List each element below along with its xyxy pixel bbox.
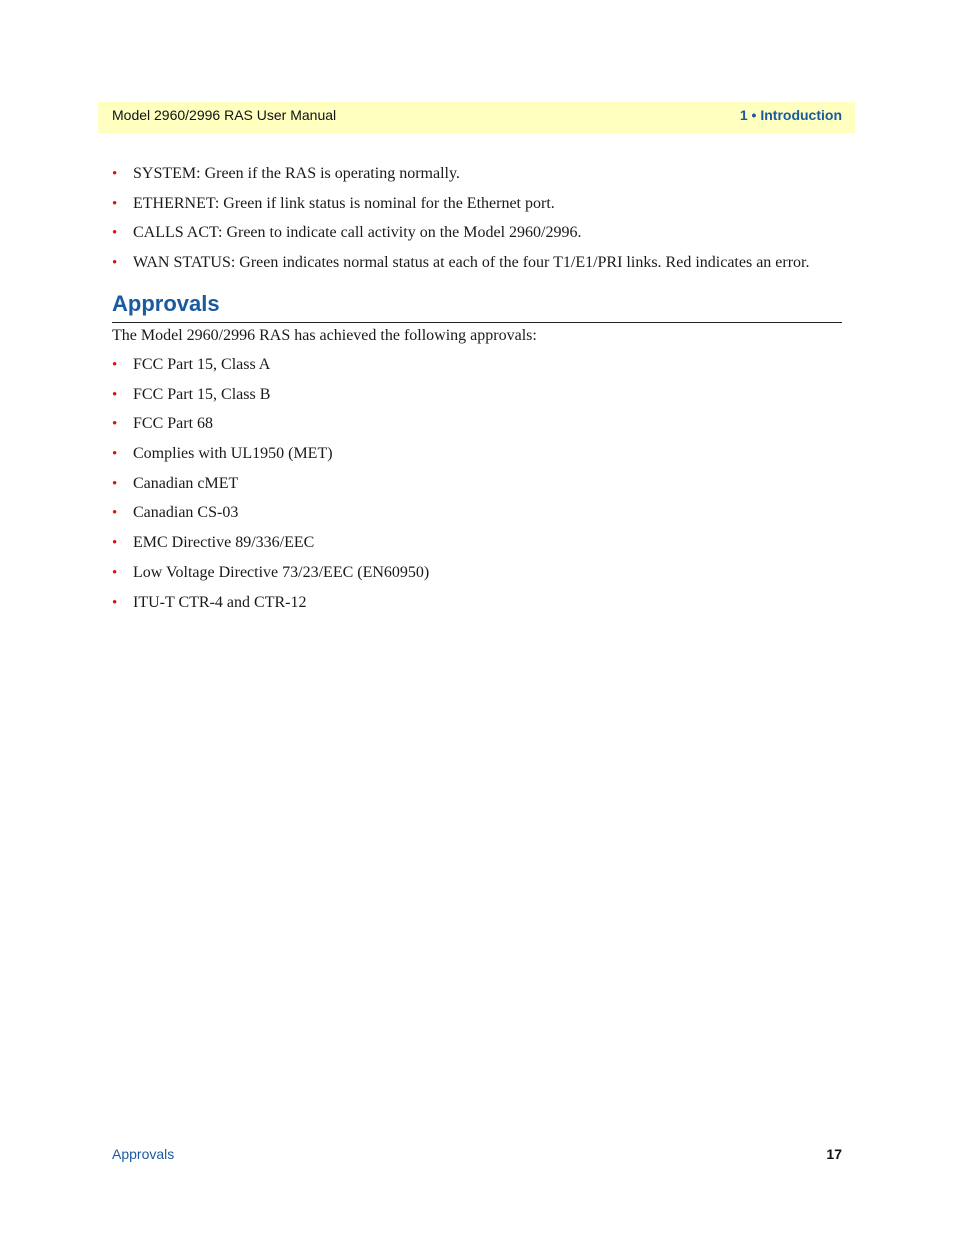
bullet-icon: • bbox=[112, 564, 118, 581]
list-item bbox=[112, 194, 852, 224]
list-item bbox=[112, 533, 852, 563]
list-item bbox=[112, 474, 852, 504]
bullet-icon: • bbox=[112, 446, 118, 463]
list-item-text: ETHERNET: Green if link status is nominal for the Ethernet port. bbox=[133, 194, 555, 212]
list-item bbox=[112, 164, 852, 194]
bullet-icon: • bbox=[112, 386, 118, 403]
list-item-text: Canadian cMET bbox=[133, 474, 239, 492]
list-item bbox=[112, 563, 852, 593]
list-item-text: Complies with UL1950 (MET) bbox=[133, 445, 333, 463]
bullet-icon: • bbox=[112, 535, 118, 552]
list-item-text: Canadian CS-03 bbox=[133, 504, 239, 522]
list-item-text: Low Voltage Directive 73/23/EEC (EN60950) bbox=[133, 563, 430, 581]
list-item bbox=[112, 414, 852, 444]
list-item-text: SYSTEM: Green if the RAS is operating normally. bbox=[133, 165, 460, 182]
list-item bbox=[112, 223, 852, 253]
bullet-icon: • bbox=[112, 416, 118, 433]
list-item-text: EMC Directive 89/336/EEC bbox=[133, 534, 315, 552]
status-led-list bbox=[112, 164, 852, 283]
list-item bbox=[112, 355, 852, 385]
list-item-text: ITU-T CTR-4 and CTR-12 bbox=[133, 593, 307, 611]
list-item-text: FCC Part 15, Class A bbox=[133, 356, 271, 373]
bullet-icon: • bbox=[112, 255, 118, 272]
list-item bbox=[112, 444, 852, 474]
footer-section-name: Approvals bbox=[112, 1146, 175, 1162]
list-item-text: FCC Part 68 bbox=[133, 415, 214, 433]
list-item-text: CALLS ACT: Green to indicate call activity on the Model 2960/2996. bbox=[133, 224, 582, 242]
bullet-icon: • bbox=[112, 225, 118, 242]
list-item bbox=[112, 593, 852, 623]
approvals-intro-paragraph: The Model 2960/2996 RAS has achieved the following approvals: bbox=[112, 327, 537, 344]
footer-page-number: 17 bbox=[826, 1146, 842, 1162]
running-header-title: Model 2960/2996 RAS User Manual bbox=[112, 107, 337, 123]
bullet-icon: • bbox=[112, 505, 118, 522]
list-item bbox=[112, 503, 852, 533]
section-divider bbox=[112, 322, 842, 323]
approvals-list bbox=[112, 355, 852, 622]
list-item bbox=[112, 385, 852, 415]
bullet-icon: • bbox=[112, 475, 118, 492]
list-item-text: FCC Part 15, Class B bbox=[133, 385, 271, 403]
running-header-chapter: 1 • Introduction bbox=[739, 107, 842, 123]
list-item bbox=[112, 253, 852, 283]
bullet-icon: • bbox=[112, 594, 118, 611]
list-item-text: WAN STATUS: Green indicates normal status at each of the four T1/E1/PRI links. Red indicates an error. bbox=[133, 254, 810, 272]
section-heading-approvals: Approvals bbox=[112, 291, 220, 316]
bullet-icon: • bbox=[112, 195, 118, 212]
bullet-icon: • bbox=[112, 357, 118, 373]
bullet-icon: • bbox=[112, 166, 118, 182]
